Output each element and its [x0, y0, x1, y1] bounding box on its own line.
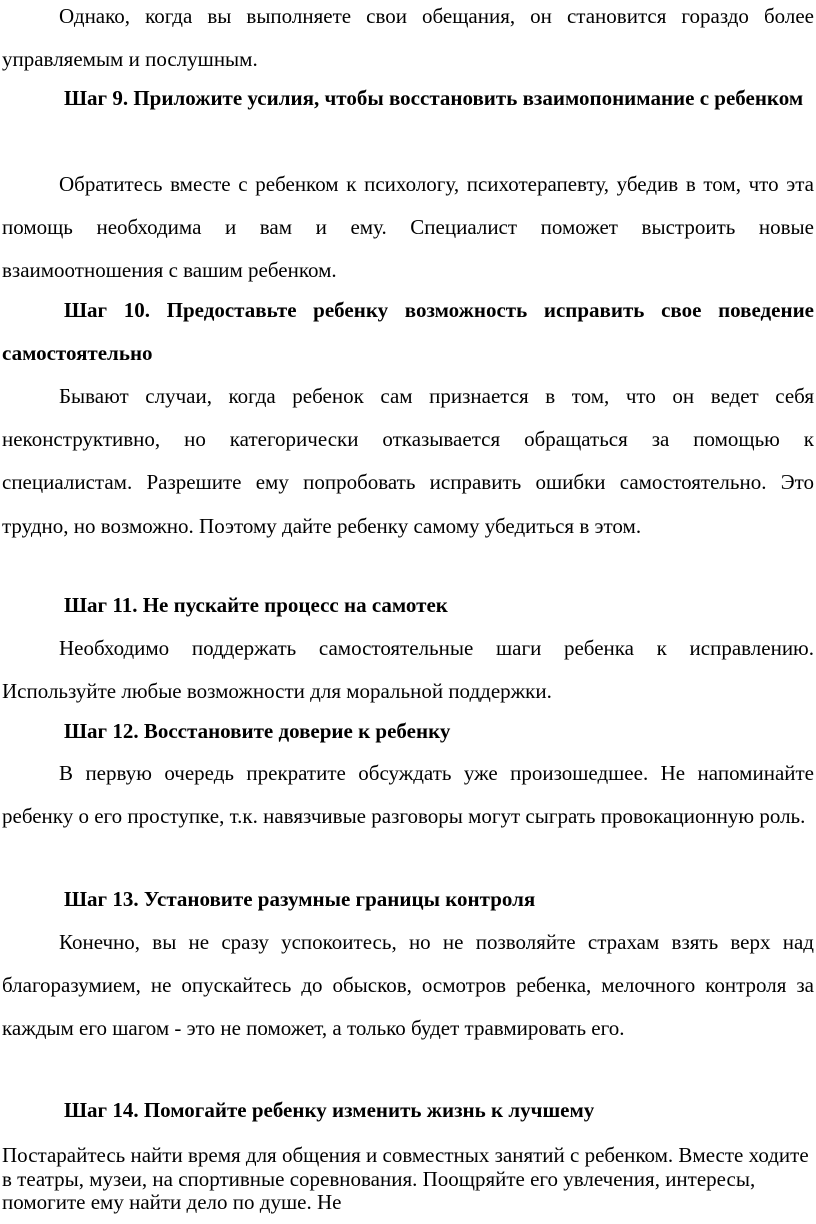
heading-step-12: Шаг 12. Восстановите доверие к ребенку [64, 719, 451, 743]
paragraph-step-14: Постарайтесь найти время для общения и совместных занятий с ребенком. Вместе ходите в театры, музеи, на спортивные соревнования. Поощряйте его увлечения, интересы, помогите ему найти дело по душе. Не [2, 1143, 809, 1214]
heading-step-10: Шаг 10. Предоставьте ребенку возможность исправить свое поведение самостоятельно [2, 298, 814, 366]
paragraph-step-10: Бывают случаи, когда ребенок сам признается в том, что он ведет себя неконструктивно, но категорически отказывается обращаться за помощью к специалистам. Разрешите ему попробовать исправить ошибки самостоятельно. Это трудно, но возможно. Поэтому дайте ребенку самому убедиться в этом. [2, 384, 814, 538]
paragraph-step-13: Конечно, вы не сразу успокоитесь, но не позволяйте страхам взять верх над благоразумием, не опускайтесь до обысков, осмотров ребенка, мелочного контроля за каждым его шагом - это не поможет, а только будет травмировать его. [2, 930, 814, 1041]
paragraph-step-12: В первую очередь прекратите обсуждать уже произошедшее. Не напоминайте ребенку о его проступке, т.к. навязчивые разговоры могут сыграть провокационную роль. [2, 761, 814, 829]
heading-step-11: Шаг 11. Не пускайте процесс на самотек [64, 593, 448, 617]
paragraph-step-11: Необходимо поддержать самостоятельные шаги ребенка к исправлению. Используйте любые возможности для моральной поддержки. [2, 636, 814, 704]
heading-step-9: Шаг 9. Приложите усилия, чтобы восстановить взаимопонимание с ребенком [64, 86, 804, 110]
paragraph-intro: Однако, когда вы выполняете свои обещания, он становится гораздо более управляемым и послушным. [2, 4, 814, 72]
heading-step-14: Шаг 14. Помогайте ребенку изменить жизнь к лучшему [64, 1098, 595, 1122]
paragraph-step-9: Обратитесь вместе с ребенком к психологу, психотерапевту, убедив в том, что эта помощь необходима и вам и ему. Специалист поможет выстроить новые взаимоотношения с вашим ребенком. [2, 172, 814, 283]
heading-step-13: Шаг 13. Установите разумные границы контроля [64, 887, 536, 911]
